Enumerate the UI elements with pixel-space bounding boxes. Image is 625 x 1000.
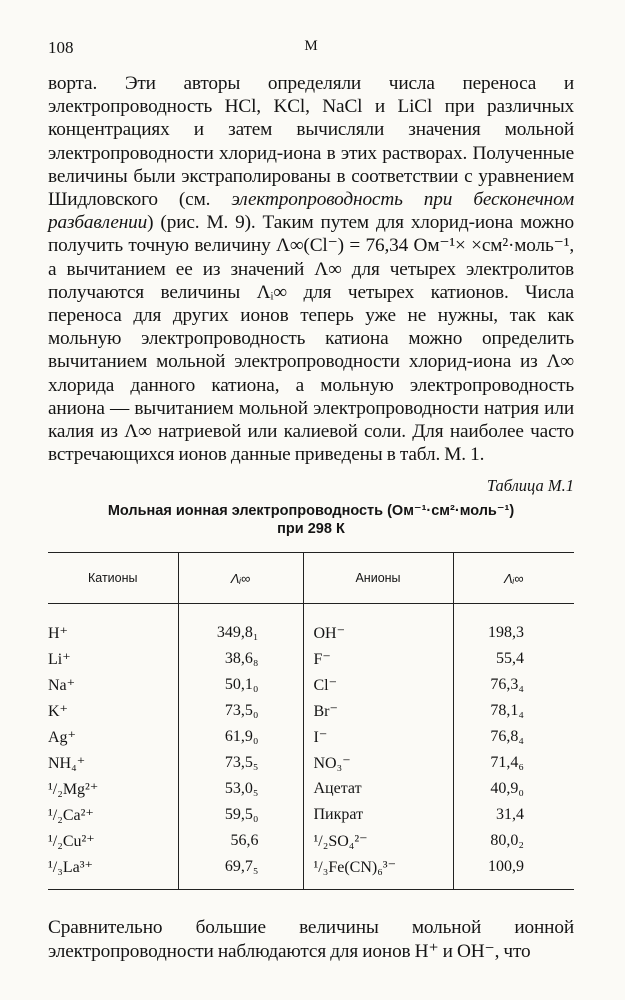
anion-value-cell: 40,9₀	[490, 780, 524, 798]
cation-cell: ¹/₂Cu²⁺	[48, 828, 178, 854]
cation-value-cell: 38,6₈	[178, 646, 303, 672]
table-row	[48, 698, 574, 724]
cation-cell: H⁺	[48, 604, 178, 646]
anion-value-cell: 198,3	[488, 623, 524, 641]
anion-value-cell: 55,4	[496, 649, 524, 667]
anion-cell: Ацетат	[303, 776, 453, 802]
anion-cell: NO₃⁻	[303, 750, 453, 776]
conductivity-table	[48, 553, 574, 889]
cation-cell: NH₄⁺	[48, 750, 178, 776]
table-row	[48, 854, 574, 889]
cation-value-cell: 59,5₀	[178, 802, 303, 828]
anion-cell: Пикрат	[303, 802, 453, 828]
cation-cell: ¹/₂Ca²⁺	[48, 802, 178, 828]
header-lambda-cations	[178, 553, 303, 604]
anion-value-cell: 78,1₄	[490, 701, 524, 719]
anion-cell: Br⁻	[303, 698, 453, 724]
table-row	[48, 750, 574, 776]
anion-cell: ¹/₂SO₄²⁻	[303, 828, 453, 854]
cation-cell: Na⁺	[48, 672, 178, 698]
table-header-row	[48, 553, 574, 604]
lambda-label-2: Λᵢ∞	[503, 570, 524, 586]
page-number: 108	[48, 38, 74, 57]
table-caption-line2: при 298 К	[277, 521, 345, 538]
document-page	[48, 30, 574, 963]
cation-value-cell: 69,7₅	[178, 854, 303, 889]
cation-value-cell: 349,8₁	[178, 604, 303, 646]
anion-value-cell: 31,4	[496, 806, 524, 824]
anion-value-cell: 76,8₄	[490, 727, 524, 745]
table-caption	[48, 502, 574, 538]
bottom-paragraph: Сравнительно большие величины мольной ионной электропроводности наблюдаются для ионов H⁺ и OH⁻, что	[48, 917, 574, 962]
cation-value-cell: 56,6	[178, 828, 303, 854]
table-bottom-rule	[48, 889, 574, 890]
page-header	[48, 30, 574, 56]
anion-value-cell: 71,4₆	[490, 753, 524, 771]
header-cations: Катионы	[48, 553, 178, 604]
cation-cell: ¹/₂Mg²⁺	[48, 776, 178, 802]
anion-value-cell: 100,9	[488, 858, 524, 876]
cation-value-cell: 50,1₀	[178, 672, 303, 698]
table-row	[48, 776, 574, 802]
paragraph-text-2: ) (рис. М. 9). Таким путем для хлорид-иона можно получить точную величину Λ∞(Cl⁻) = 76,34 Ом⁻¹× ×см²·моль⁻¹, а вычитанием ее из значений Λ∞ для четырех электролитов получаются величины Λᵢ∞ для четырех катионов. Числа переноса для других ионов теперь уже не нужны, так как мольную электропроводность катиона можно определить вычитанием мольной электропроводности хлорид-иона из Λ∞ хлорида данного катиона, а мольную электропроводность аниона — вычитанием мольной электропроводности натрия или калия из Λ∞ натриевой или калиевой соли. Для наиболее часто встречающихся ионов данные приведены в табл. М. 1.	[48, 212, 574, 466]
lambda-label-1: Λᵢ∞	[230, 570, 251, 586]
header-anions: Анионы	[303, 553, 453, 604]
anion-value-cell: 76,3₄	[490, 675, 524, 693]
anion-cell: ¹/₃Fe(CN)₆³⁻	[303, 854, 453, 889]
cation-value-cell: 73,5₀	[178, 698, 303, 724]
table-row	[48, 646, 574, 672]
cation-cell: K⁺	[48, 698, 178, 724]
anion-cell: OH⁻	[303, 604, 453, 646]
main-paragraph	[48, 72, 574, 466]
cation-cell: ¹/₃La³⁺	[48, 854, 178, 889]
cation-value-cell: 73,5₅	[178, 750, 303, 776]
cation-cell: Li⁺	[48, 646, 178, 672]
header-lambda-anions	[453, 553, 574, 604]
table-caption-line1: Мольная ионная электропроводность (Ом⁻¹·см²·моль⁻¹)	[107, 503, 515, 520]
anion-cell: Cl⁻	[303, 672, 453, 698]
anion-cell: F⁻	[303, 646, 453, 672]
table-row	[48, 672, 574, 698]
running-head: М	[304, 38, 318, 54]
cation-value-cell: 53,0₅	[178, 776, 303, 802]
paragraph-text-1: ворта. Эти авторы определяли числа переноса и электропроводность HCl, KCl, NaCl и LiCl при различных концентрациях и затем вычисляли значения мольной электропроводности хлорид-иона в этих растворах. Полученные величины были экстраполированы в соответствии с уравнением Шидловского (см.	[48, 73, 574, 211]
paragraph-italic-ref: электропроводность при бесконечном разбавлении	[48, 189, 574, 234]
anion-cell: I⁻	[303, 724, 453, 750]
table-label: Таблица М.1	[486, 476, 574, 496]
cation-cell: Ag⁺	[48, 724, 178, 750]
cation-value-cell: 61,9₀	[178, 724, 303, 750]
table-row	[48, 604, 574, 646]
table-row	[48, 724, 574, 750]
anion-value-cell: 80,0₂	[490, 832, 524, 850]
table-row	[48, 828, 574, 854]
table-row	[48, 802, 574, 828]
